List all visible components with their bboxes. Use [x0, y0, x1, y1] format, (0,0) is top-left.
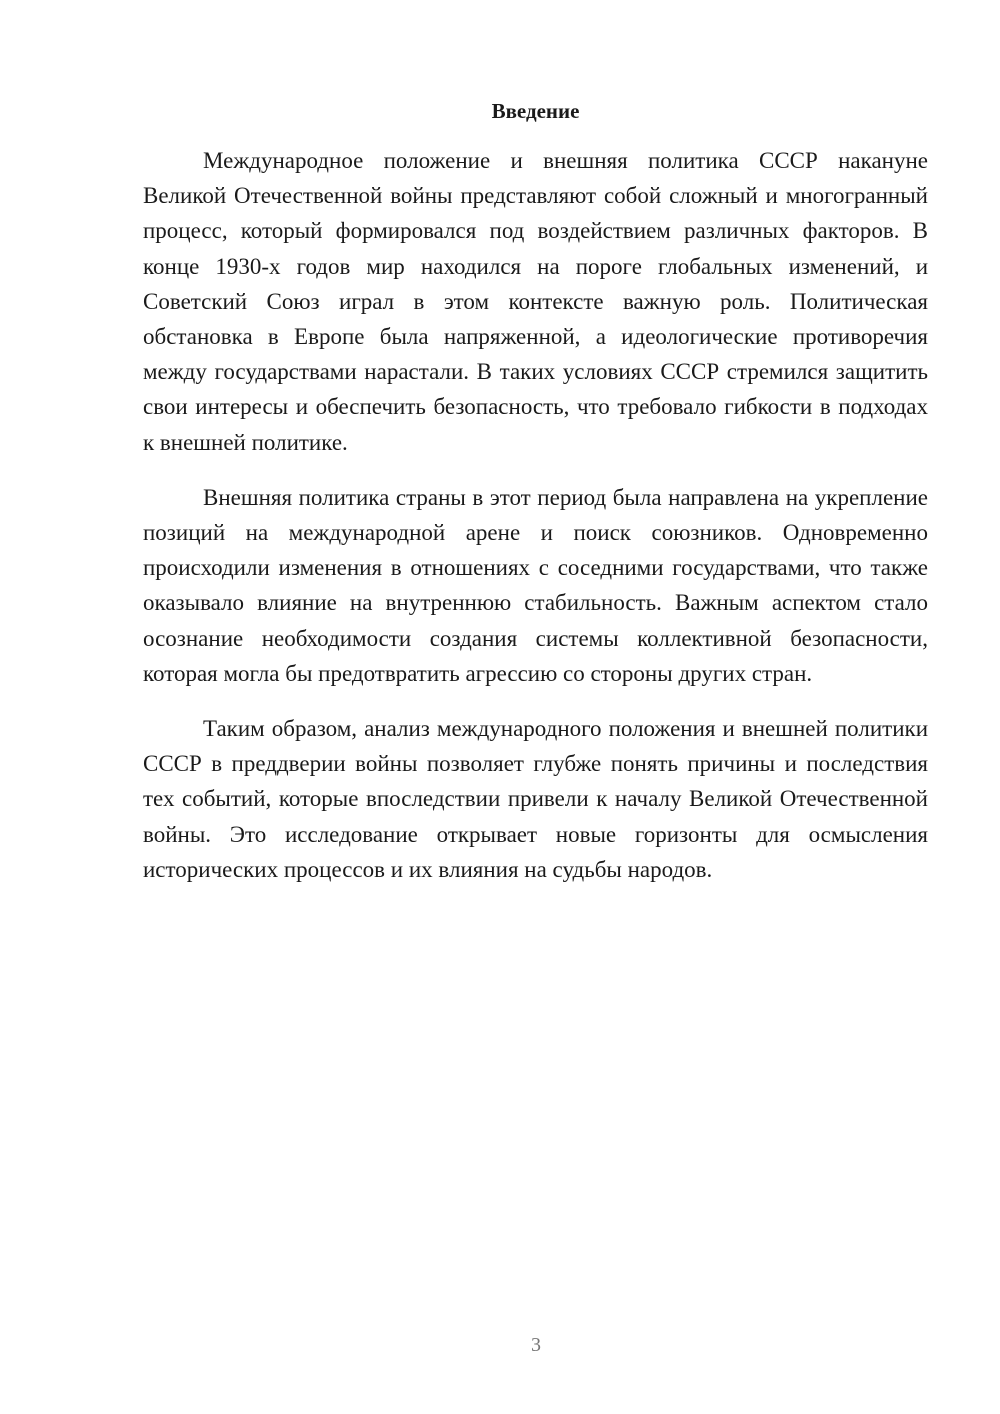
- page-number: 3: [531, 1334, 541, 1356]
- paragraph-1: Международное положение и внешняя политика СССР накануне Великой Отечественной войны представляют собой сложный и многогранный процесс, который формировался под воздействием различных факторов. В конце 1930-х годов мир находился на пороге глобальных изменений, и Советский Союз играл в этом контексте важную роль. Политическая обстановка в Европе была напряженной, а идеологические противоречия между государствами нарастали. В таких условиях СССР стремился защитить свои интересы и обеспечить безопасность, что требовало гибкости в подходах к внешней политике.: [143, 148, 928, 455]
- paragraph-2: Внешняя политика страны в этот период была направлена на укрепление позиций на международной арене и поиск союзников. Одновременно происходили изменения в отношениях с соседними государствами, что также оказывало влияние на внутреннюю стабильность. Важным аспектом стало осознание необходимости создания системы коллективной безопасности, которая могла бы предотвратить агрессию со стороны других стран.: [143, 484, 928, 686]
- paragraph-3: Таким образом, анализ международного положения и внешней политики СССР в преддверии войны позволяет глубже понять причины и последствия тех событий, которые впоследствии привели к началу Великой Отечественной войны. Это исследование открывает новые горизонты для осмысления исторических процессов и их влияния на судьбы народов.: [143, 716, 928, 882]
- body-text: [143, 143, 928, 907]
- section-title: Введение: [491, 99, 580, 123]
